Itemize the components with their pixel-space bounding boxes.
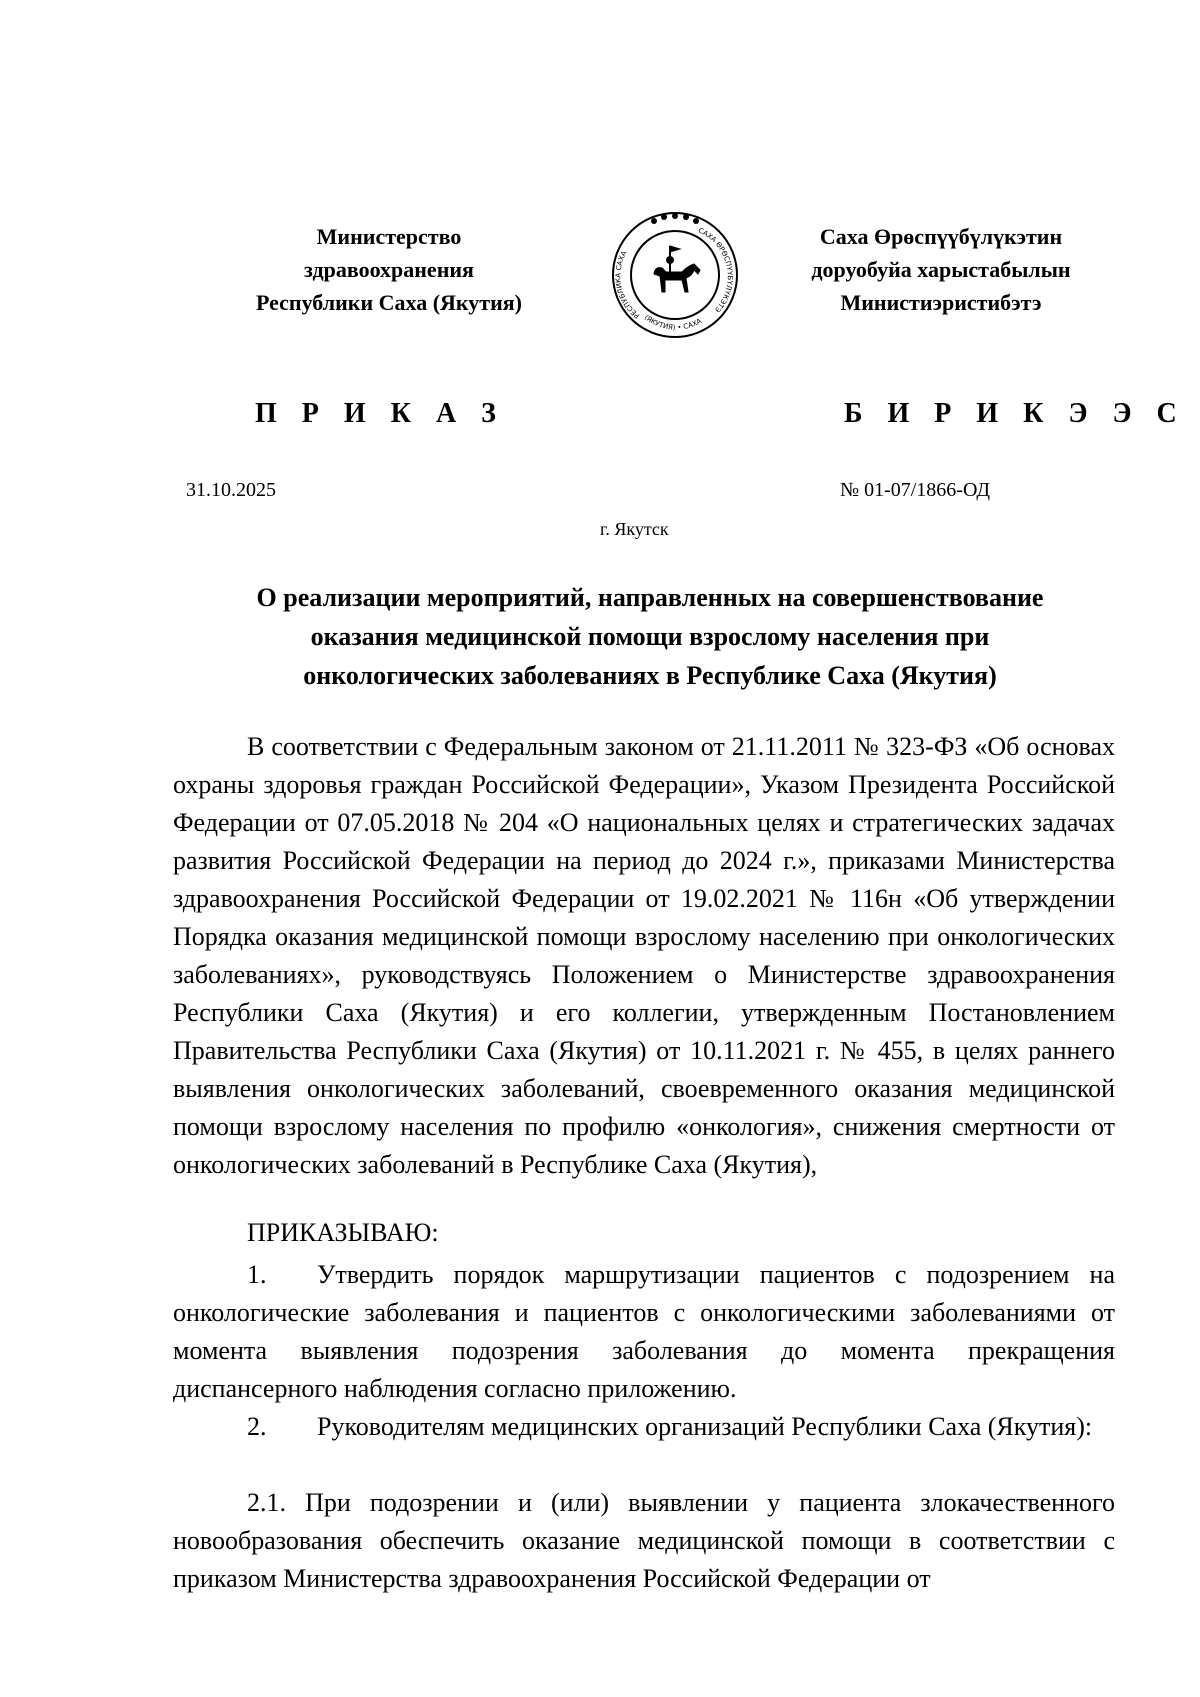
ministry-name-yakut (790, 220, 1092, 319)
order-city: г. Якутск (600, 519, 669, 539)
item-number: 1. (247, 1260, 267, 1289)
ministry-name-russian (230, 220, 548, 319)
order-number: № 01-07/1866-ОД (840, 479, 991, 501)
svg-text:РЕСПУБЛИКА САХА (614, 250, 641, 320)
order-date: 31.10.2025 (186, 479, 276, 501)
emblem-text-right: САХА ӨРӨСПҮҮБҮЛҮКЭТЭ (697, 226, 734, 314)
ministry-name-line: Министерство (316, 224, 462, 249)
title-line: онкологических заболеваниях в Республике Саха (Якутия) (303, 661, 997, 690)
item-number: 2. (247, 1412, 267, 1441)
order-directive: ПРИКАЗЫВАЮ: (247, 1218, 439, 1247)
preamble-text: В соответствии с Федеральным законом от 21.11.2011 № 323-ФЗ «Об основах охраны здоровья граждан Российской Федерации», Указом Президента Российской Федерации от 07.05.2018 № 204 «О национальных целях и стратегических задачах развития Российской Федерации на период до 2024 г.», приказами Министерства здравоохранения Российской Федерации от 19.02.2021 № 116н «Об утверждении Порядка оказания медицинской помощи взрослому населению при онкологических заболеваниях», руководствуясь Положением о Министерстве здравоохранения Республики Саха (Якутия) и его коллегии, утвержденным Постановлением Правительства Республики Саха (Якутия) от 10.11.2021 г. № 455, в целях раннего выявления онкологических заболеваний, своевременного оказания медицинской помощи взрослому населения по профилю «онкология», снижения смертности от онкологических заболеваний в Республике Саха (Якутия), (173, 732, 1115, 1179)
emblem-text-bottom: (ЯКУТИЯ) • САХА (642, 313, 703, 332)
document-title (180, 578, 1120, 695)
republic-emblem-seal (610, 210, 740, 340)
order-item-2-1-text: 2.1. При подозрении и (или) выявлении у пациента злокачественного новообразования обеспечить оказание медицинской помощи в соответствии с приказом Министерства здравоохранения Российской Федерации от (173, 1488, 1115, 1593)
ministry-name-line: здравоохранения (304, 257, 474, 282)
emblem-text-left: РЕСПУБЛИКА САХА (614, 249, 642, 320)
ministry-name-line: доруобуйа харыстабылын (811, 257, 1071, 282)
title-line: О реализации мероприятий, направленных на совершенствование (256, 583, 1044, 612)
order-word-russian: П Р И К А З (255, 398, 505, 429)
emblem-icon (610, 210, 740, 340)
order-item-1 (173, 1256, 1115, 1408)
item-text: Руководителям медицинских организаций Республики Саха (Якутия): (317, 1412, 1093, 1441)
preamble-paragraph (173, 728, 1115, 1184)
order-item-2 (173, 1408, 1115, 1446)
ministry-name-line: Министиэристибэтэ (840, 290, 1042, 315)
title-line: оказания медицинской помощи взрослому населения при (310, 622, 990, 651)
order-item-2-paragraph (173, 1408, 1115, 1446)
svg-text:(ЯКУТИЯ) • САХА (643, 313, 703, 331)
item-text: Утвердить порядок маршрутизации пациентов с подозрением на онкологические заболевания и пациентов с онкологическими заболеваниями от момента выявления подозрения заболевания до момента прекращения диспансерного наблюдения согласно приложению. (173, 1260, 1115, 1403)
order-item-1-paragraph (173, 1256, 1115, 1408)
order-word-yakut: Б И Р И К Э Э С (844, 398, 1186, 429)
ministry-name-line: Республики Саха (Якутия) (255, 290, 523, 315)
order-item-2-1 (173, 1484, 1115, 1598)
ministry-name-line: Саха Өрөспүүбүлүкэтин (819, 224, 1063, 249)
